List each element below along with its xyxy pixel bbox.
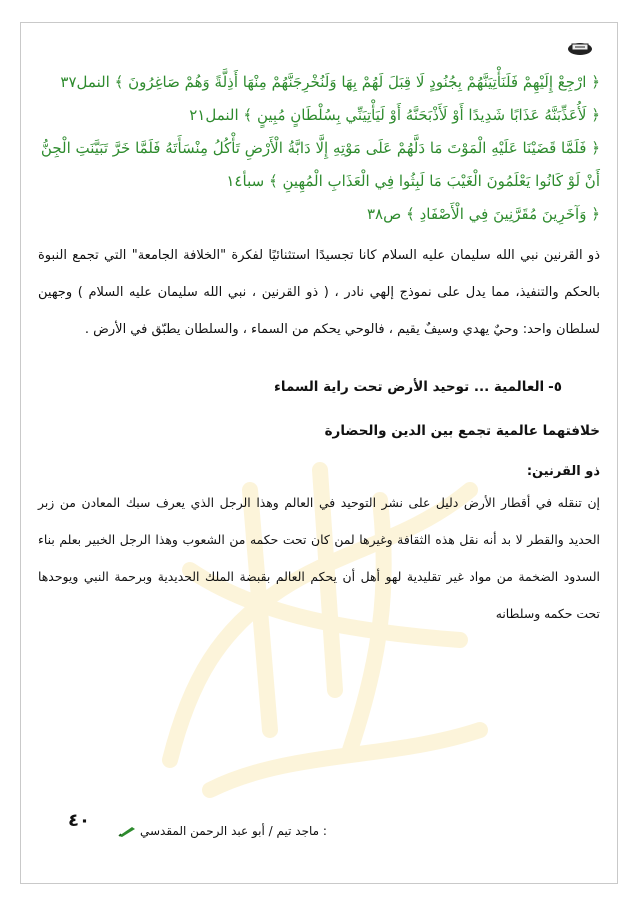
- author-name: : ماجد تيم / أبو عبد الرحمن المقدسي: [140, 824, 327, 838]
- section-number: ٥-: [548, 379, 562, 395]
- verse-text: ﴿ ارْجِعْ إِلَيْهِمْ فَلَنَأْتِيَنَّهُمْ بِجُنُودٍ لَا قِبَلَ لَهُمْ بِهَا وَلَنُخْرِجَنَّهُمْ مِنْهَا أَذِلَّةً وَهُمْ صَاغِرُونَ ﴾: [114, 73, 600, 91]
- verse-reference: النمل٣٧: [60, 73, 110, 91]
- quran-verse-2: [38, 99, 600, 132]
- verse-text: ﴿ لَأُعَذِّبَنَّهُ عَذَابًا شَدِيدًا أَوْ لَأَذْبَحَنَّهُ أَوْ لَيَأْتِيَنِّي بِسُلْطَانٍ مُبِينٍ ﴾: [243, 106, 600, 124]
- book-logo-icon: [566, 40, 594, 56]
- section-title: العالمية ... توحيد الأرض تحت راية السماء: [273, 379, 545, 395]
- verse-text: ﴿ وَآخَرِينَ مُقَرَّنِينَ فِي الْأَصْفَادِ ﴾: [406, 205, 600, 223]
- pen-icon: [118, 825, 136, 837]
- subheading: خلافتهما عالمية تجمع بين الدين والحضارة: [324, 423, 600, 439]
- page-number: ٤٠: [68, 810, 90, 831]
- verse-reference: سبأ١٤: [226, 172, 265, 190]
- body-paragraph: إن تنقله في أقطار الأرض دليل على نشر التوحيد في العالم وهذا الرجل الذي يعرف سبك المعادن من زبر الحديد والقطر لا بد أنه نقل هذه الثقافة وغيرها لمن كان تحت حكمه من الشعوب وهذا الرجل الخبير بعلم بناء السدود الضخمة من مواد غير تقليدية لهو أهل أن يحكم العالم بقبضة الملك الحديدية وبرحمة النبي ويوحدها تحت حكمه وسلطانه: [38, 495, 600, 621]
- quran-verse-4: [38, 198, 600, 231]
- page-footer: [0, 810, 640, 850]
- section-heading: [38, 374, 562, 400]
- verse-text: ﴿ فَلَمَّا قَضَيْنَا عَلَيْهِ الْمَوْتَ مَا دَلَّهُمْ عَلَى مَوْتِهِ إِلَّا دَابَّةُ الْأَرْضِ تَأْكُلُ مِنْسَأَتَهُ فَلَمَّا خَرَّ تَبَيَّنَتِ الْجِنُّ أَنْ لَوْ كَانُوا يَعْلَمُونَ الْغَيْبَ مَا لَبِثُوا فِي الْعَذَابِ الْمُهِينِ ﴾: [40, 139, 600, 190]
- author-credit: [118, 824, 327, 838]
- verse-reference: النمل٢١: [189, 106, 239, 124]
- intro-paragraph: ذو القرنين نبي الله سليمان عليه السلام كانا تجسيدًا استثنائيًا لفكرة "الخلافة الجامعة" التي تجمع النبوة بالحكم والتنفيذ، مما يدل على نموذج إلهي نادر ، ( ذو القرنين ، نبي الله سليمان عليه السلام ) وجهين لسلطان واحد: وحيٌ يهدي وسيفٌ يقيم ، فالوحي يحكم من السماء ، والسلطان يطبّق في الأرض .: [38, 248, 600, 337]
- quran-verse-3: [38, 132, 600, 198]
- page-content: [38, 66, 600, 632]
- dhul-qarnayn-label: ذو القرنين:: [526, 464, 600, 479]
- verse-reference: ص٣٨: [366, 205, 402, 223]
- quran-verse-1: [38, 66, 600, 99]
